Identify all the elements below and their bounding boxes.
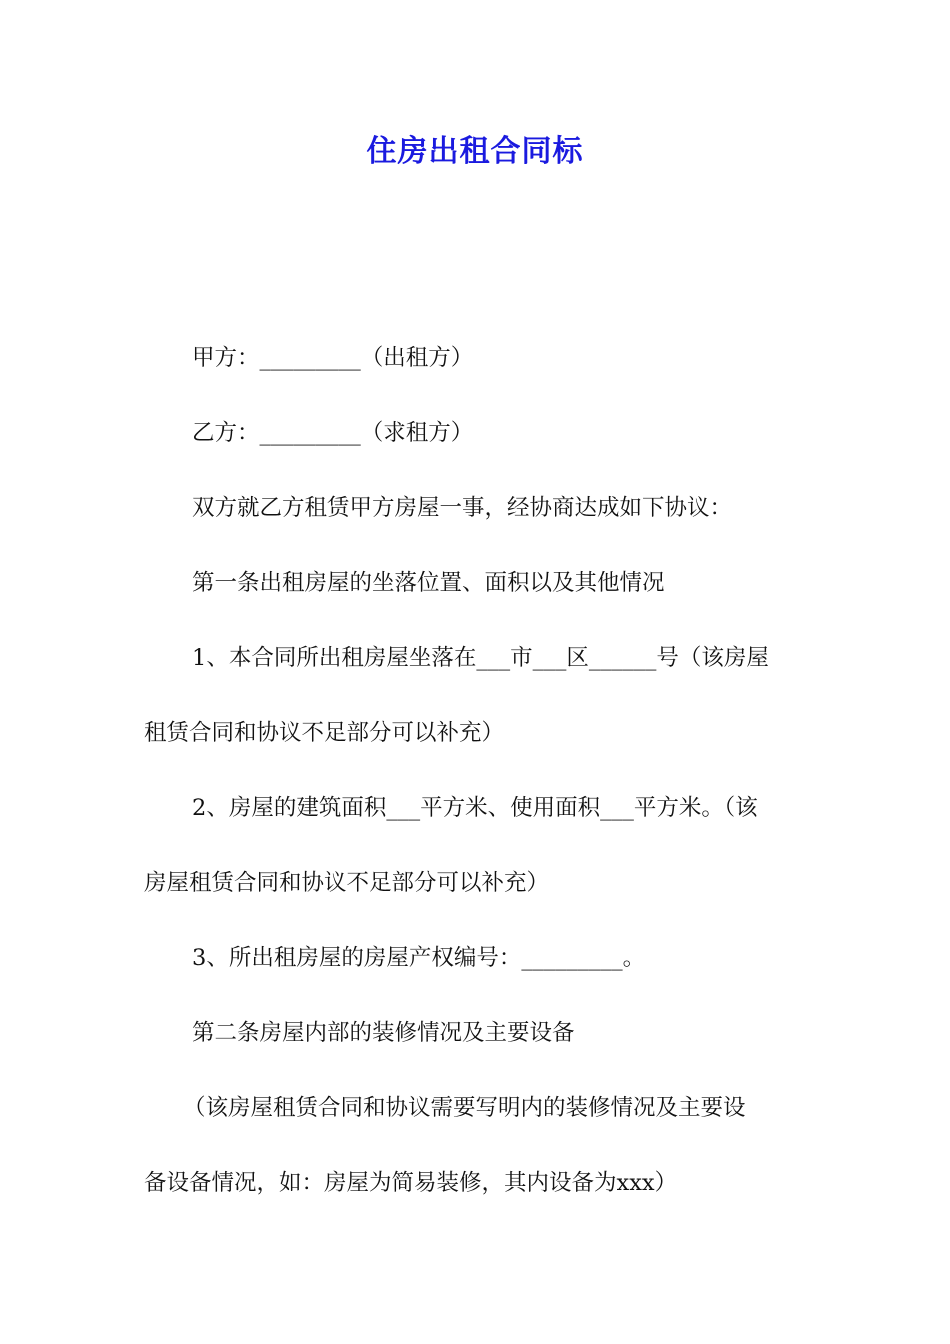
article-2-heading: 第二条房屋内部的装修情况及主要设备 xyxy=(192,1020,575,1046)
article-1-heading: 第一条出租房屋的坐落位置、面积以及其他情况 xyxy=(192,570,665,596)
party-a-line: 甲方：_________（出租方） xyxy=(192,345,474,371)
clause-1-line-2: 租赁合同和协议不足部分可以补充） xyxy=(144,720,505,746)
document-title: 住房出租合同标 xyxy=(366,134,584,169)
clause-3-line: 3、所出租房屋的房屋产权编号：_________。 xyxy=(192,945,646,971)
clause-2-line-2: 房屋租赁合同和协议不足部分可以补充） xyxy=(144,870,550,896)
party-b-line: 乙方：_________（求租方） xyxy=(192,420,474,446)
clause-1-line-1: 1、本合同所出租房屋坐落在___市___区______号（该房屋 xyxy=(192,645,769,671)
article-2-note-line-1: （该房屋租赁合同和协议需要写明内的装修情况及主要设 xyxy=(183,1095,746,1121)
clause-2-line-1: 2、房屋的建筑面积___平方米、使用面积___平方米。（该 xyxy=(192,795,758,821)
article-2-note-line-2: 备设备情况，如：房屋为简易装修，其内设备为xxx） xyxy=(144,1170,678,1196)
agreement-intro: 双方就乙方租赁甲方房屋一事，经协商达成如下协议： xyxy=(192,495,733,521)
